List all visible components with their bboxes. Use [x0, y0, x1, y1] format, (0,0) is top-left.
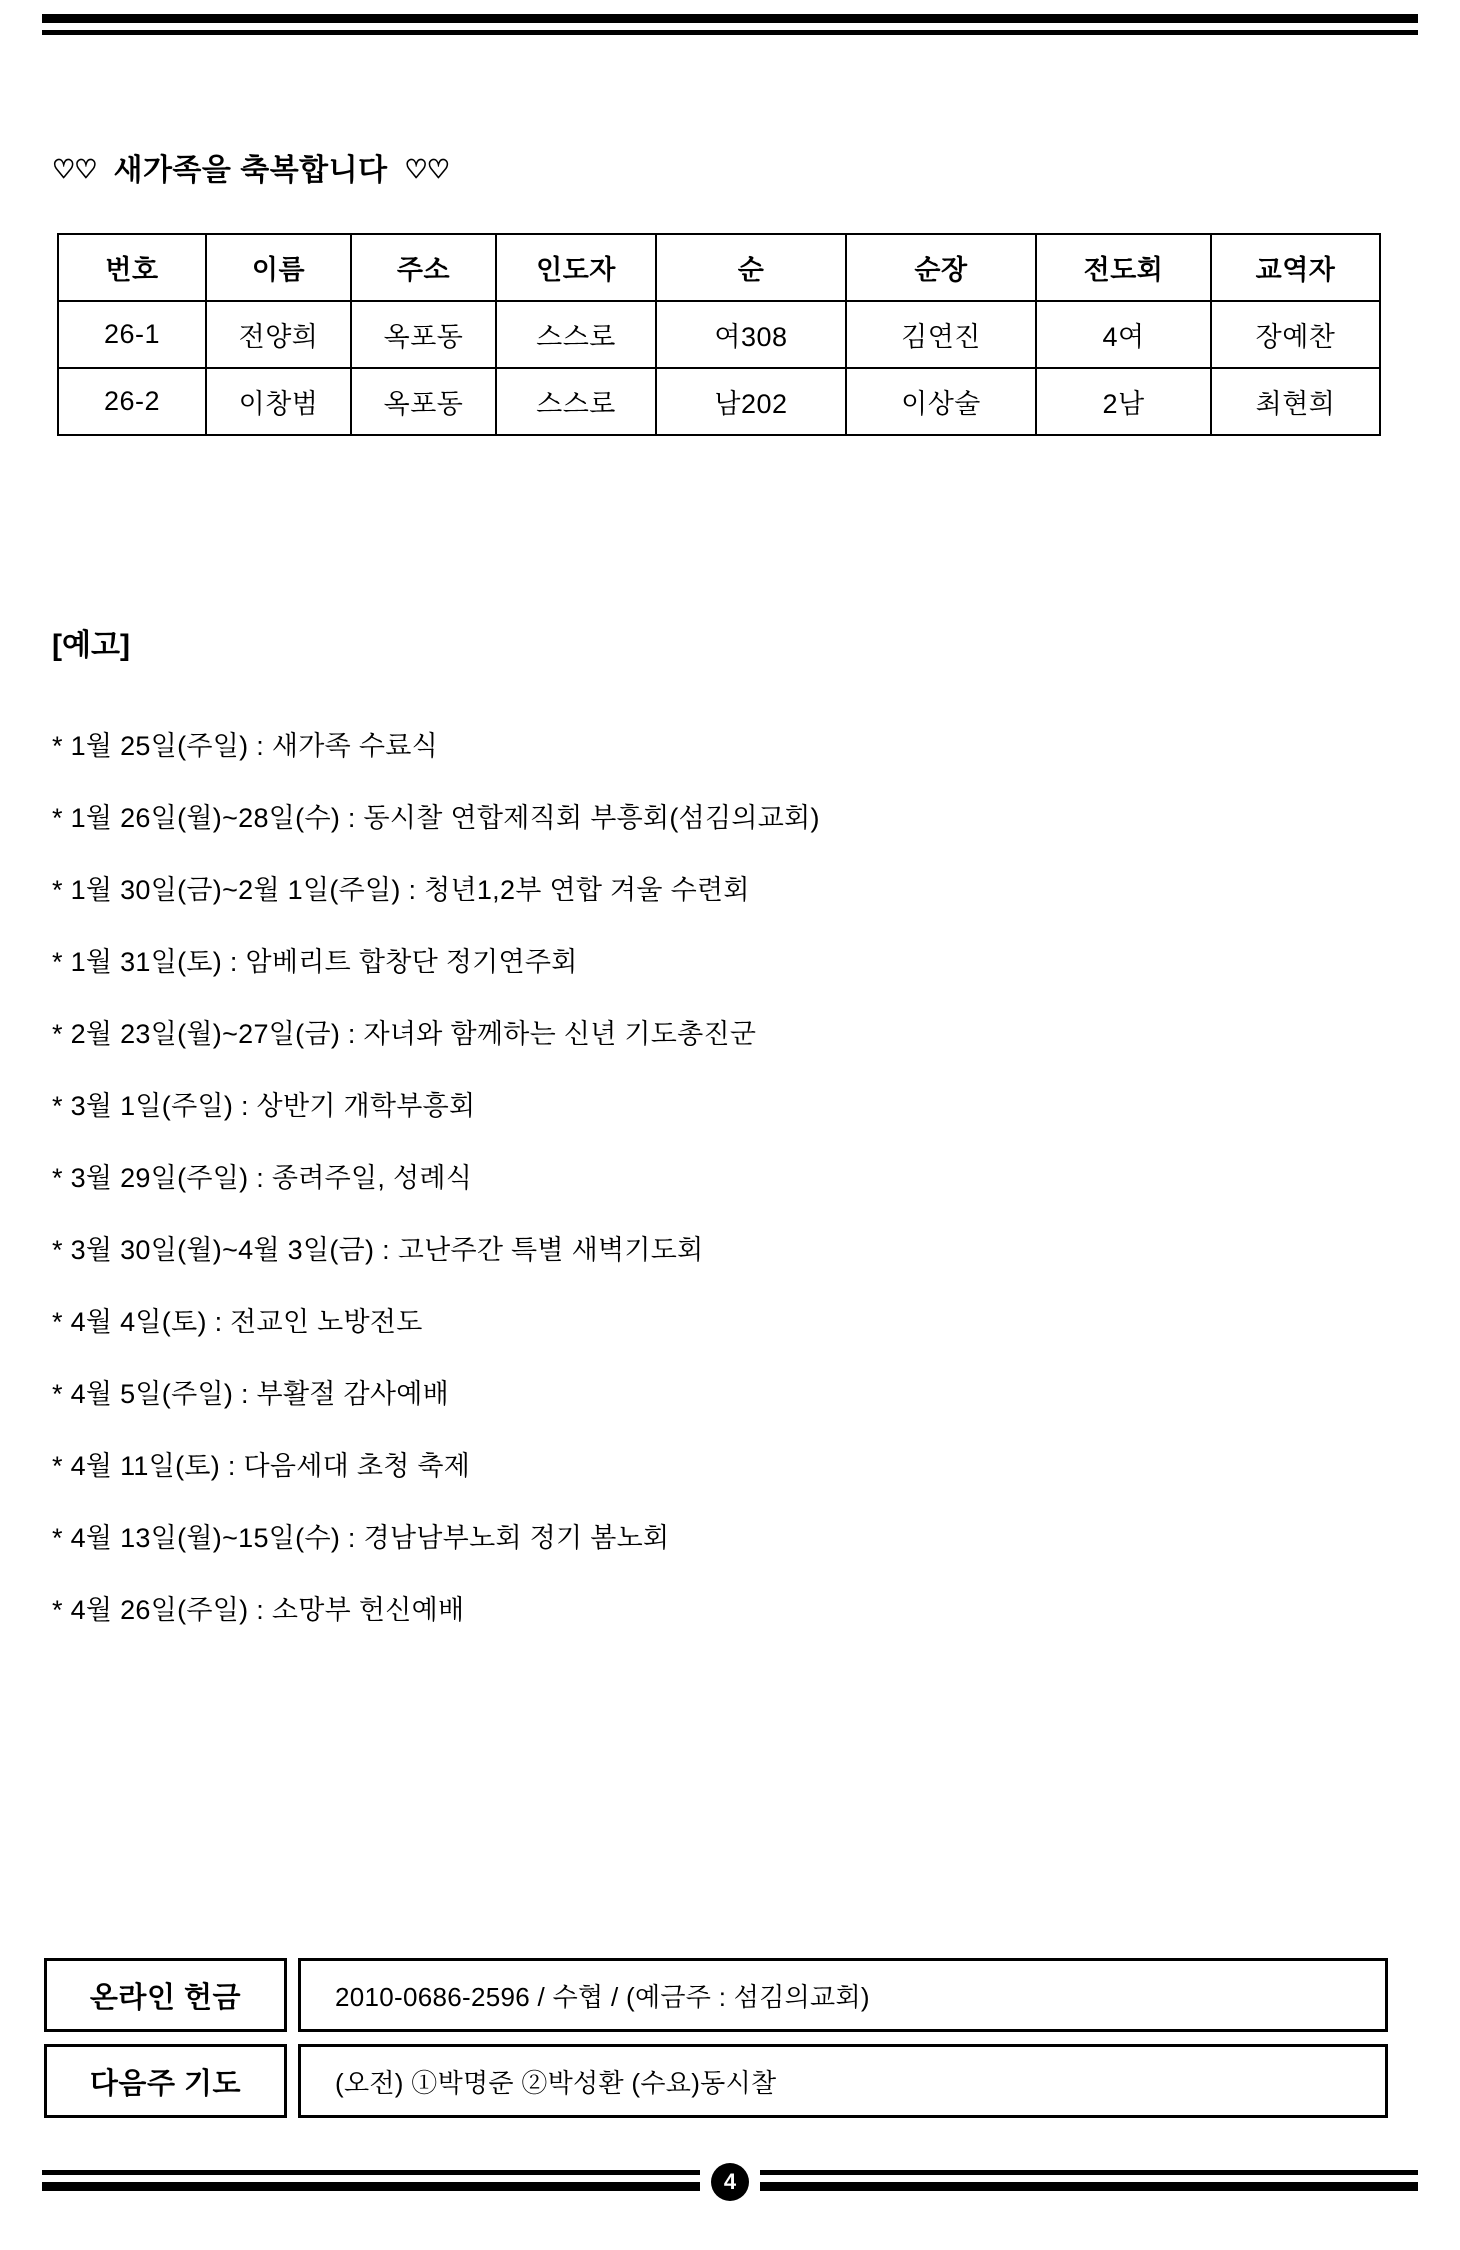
cell-name: 전양희: [206, 301, 351, 368]
column-header-address: 주소: [351, 234, 496, 301]
column-header-group: 순: [656, 234, 846, 301]
cell-minister: 최현희: [1211, 368, 1380, 435]
cell-mission-group: 4여: [1036, 301, 1211, 368]
new-family-heading: [52, 145, 449, 189]
list-item: * 1월 25일(주일) : 새가족 수료식: [52, 731, 438, 761]
footer-row-prayer: [44, 2044, 1388, 2118]
new-family-heading-text: 새가족을 축복합니다: [113, 154, 388, 187]
column-header-mission-group: 전도회: [1036, 234, 1211, 301]
new-family-table-container: [57, 233, 1379, 436]
footer-info-boxes: [44, 1958, 1388, 2130]
list-item: * 2월 23일(월)~27일(금) : 자녀와 함께하는 신년 기도총진군: [52, 1019, 757, 1049]
column-header-guide: 인도자: [496, 234, 656, 301]
heart-icon: ♡♡: [52, 154, 97, 184]
footer-value-prayer: (오전) ①박명준 ②박성환 (수요)동시찰: [298, 2044, 1388, 2118]
cell-number: 26-1: [58, 301, 206, 368]
list-item: * 3월 1일(주일) : 상반기 개학부흥회: [52, 1091, 476, 1121]
column-header-minister: 교역자: [1211, 234, 1380, 301]
cell-mission-group: 2남: [1036, 368, 1211, 435]
cell-name: 이창범: [206, 368, 351, 435]
list-item: * 4월 26일(주일) : 소망부 헌신예배: [52, 1595, 465, 1625]
list-item: * 4월 13일(월)~15일(수) : 경남남부노회 정기 봄노회: [52, 1523, 670, 1553]
list-item: * 4월 11일(토) : 다음세대 초청 축제: [52, 1451, 471, 1481]
column-header-name: 이름: [206, 234, 351, 301]
table-row: [58, 301, 1380, 368]
column-header-number: 번호: [58, 234, 206, 301]
footer-label-prayer: 다음주 기도: [44, 2044, 287, 2118]
divider-thick-top: [42, 14, 1418, 23]
cell-guide: 스스로: [496, 301, 656, 368]
cell-address: 옥포동: [351, 368, 496, 435]
column-header-group-leader: 순장: [846, 234, 1036, 301]
table-header-row: [58, 234, 1380, 301]
cell-group: 남202: [656, 368, 846, 435]
footer-row-offering: [44, 1958, 1388, 2032]
cell-group-leader: 이상술: [846, 368, 1036, 435]
top-divider-group: [42, 14, 1418, 35]
notice-section-title: [예고]: [52, 629, 130, 662]
list-item: * 1월 30일(금)~2월 1일(주일) : 청년1,2부 연합 겨울 수련회: [52, 875, 750, 905]
list-item: * 3월 30일(월)~4월 3일(금) : 고난주간 특별 새벽기도회: [52, 1235, 704, 1265]
table-row: [58, 368, 1380, 435]
cell-group-leader: 김연진: [846, 301, 1036, 368]
list-item: * 4월 4일(토) : 전교인 노방전도: [52, 1307, 423, 1337]
cell-guide: 스스로: [496, 368, 656, 435]
list-item: * 1월 26일(월)~28일(수) : 동시찰 연합제직회 부흥회(섬김의교회): [52, 803, 820, 833]
list-item: * 3월 29일(주일) : 종려주일, 성례식: [52, 1163, 473, 1193]
footer-value-offering: 2010-0686-2596 / 수협 / (예금주 : 섬김의교회): [298, 1958, 1388, 2032]
footer-label-offering: 온라인 헌금: [44, 1958, 287, 2032]
cell-address: 옥포동: [351, 301, 496, 368]
cell-group: 여308: [656, 301, 846, 368]
divider-thin-top: [42, 30, 1418, 35]
list-item: * 1월 31일(토) : 암베리트 합창단 정기연주회: [52, 947, 578, 977]
cell-number: 26-2: [58, 368, 206, 435]
new-family-table: [57, 233, 1381, 436]
list-item: * 4월 5일(주일) : 부활절 감사예배: [52, 1379, 450, 1409]
divider-gap: [42, 23, 1418, 30]
page-number: 4: [711, 2163, 749, 2201]
heart-icon: ♡♡: [404, 154, 450, 184]
cell-minister: 장예찬: [1211, 301, 1380, 368]
notice-list: [52, 710, 1382, 1646]
